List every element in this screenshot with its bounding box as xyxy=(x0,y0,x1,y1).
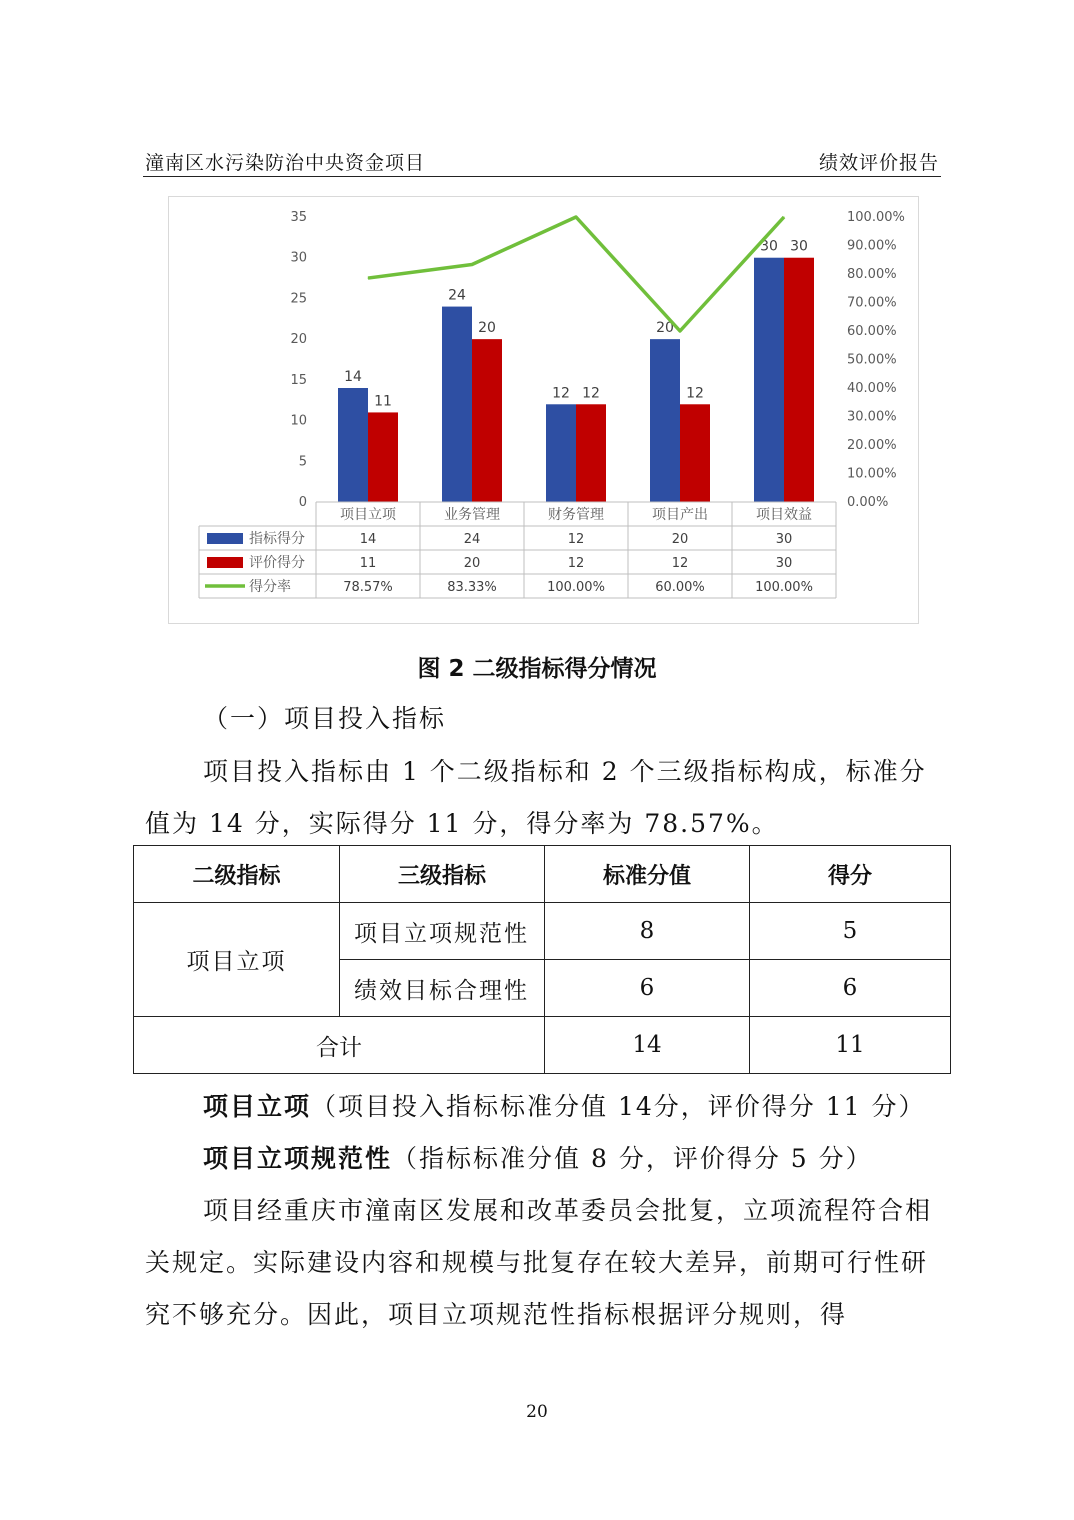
indicator-name: 项目立项规范性 xyxy=(340,903,545,960)
bar-data-label: 30 xyxy=(790,238,808,255)
table-cell-value: 20 xyxy=(671,532,689,547)
group-cell: 项目立项 xyxy=(134,903,340,1017)
bar xyxy=(650,339,680,502)
y-tick-label: 25 xyxy=(290,291,307,307)
bar xyxy=(680,404,710,502)
y-tick-label: 10 xyxy=(290,413,307,429)
col-header: 三级指标 xyxy=(340,846,545,903)
indicator-table xyxy=(133,845,951,1074)
paragraph-1 xyxy=(145,1081,941,1133)
x-tick-label: 项目产出 xyxy=(652,507,708,523)
line-point xyxy=(680,331,681,332)
col-header: 二级指标 xyxy=(134,846,340,903)
bar-data-label: 20 xyxy=(656,320,674,337)
bar-data-label: 14 xyxy=(344,369,362,385)
table-cell-value: 100.00% xyxy=(755,580,813,595)
y-tick-label: 0 xyxy=(298,495,307,510)
x-tick-label: 项目效益 xyxy=(756,507,812,523)
line-point xyxy=(784,217,785,218)
paragraph-3: 项目经重庆市潼南区发展和改革委员会批复，立项流程符合相关规定。实际建设内容和规模与批复存在较大差异，前期可行性研究不够充分。因此，项目立项规范性指标根据评分规则，得 xyxy=(145,1196,933,1329)
table-cell-value: 24 xyxy=(463,532,481,547)
paragraph-1-heading: 项目立项 xyxy=(203,1092,312,1121)
bar xyxy=(338,388,368,502)
table-row xyxy=(134,903,951,960)
line-point xyxy=(368,278,369,279)
indicator-name: 绩效目标合理性 xyxy=(340,960,545,1017)
std-value: 6 xyxy=(545,960,750,1017)
table-cell-value: 60.00% xyxy=(655,580,705,595)
series-line xyxy=(368,217,784,331)
score-chart xyxy=(169,197,918,623)
col-header: 标准分值 xyxy=(545,846,750,903)
y-tick-label: 30 xyxy=(290,250,307,266)
bar-data-label: 11 xyxy=(374,393,392,410)
line-point xyxy=(576,217,577,218)
y2-tick-label: 30.00% xyxy=(847,409,897,425)
table-header-row xyxy=(134,846,951,903)
y-tick-label: 35 xyxy=(290,210,307,225)
bar xyxy=(472,339,502,502)
legend-label: 评价得分 xyxy=(249,555,305,571)
bar xyxy=(442,307,472,502)
paragraph-2-heading: 项目立项规范性 xyxy=(203,1144,393,1173)
y2-tick-label: 90.00% xyxy=(847,238,897,254)
y-tick-label: 5 xyxy=(298,454,307,470)
total-std: 14 xyxy=(545,1017,750,1074)
y-tick-label: 15 xyxy=(290,372,307,388)
bar xyxy=(754,258,784,502)
intro-paragraph: 项目投入指标由 1 个二级指标和 2 个三级指标构成，标准分值为 14 分，实际得分 11 分，得分率为 78.57%。 xyxy=(145,757,927,838)
figure-caption: 图 2 二级指标得分情况 xyxy=(417,656,657,682)
x-tick-label: 财务管理 xyxy=(548,507,604,523)
paragraph-2 xyxy=(145,1133,941,1185)
bar xyxy=(784,258,814,502)
page-header xyxy=(143,146,941,177)
header-left: 潼南区水污染防治中央资金项目 xyxy=(145,152,426,174)
y2-tick-label: 50.00% xyxy=(847,352,897,368)
col-header: 得分 xyxy=(750,846,951,903)
y2-tick-label: 80.00% xyxy=(847,267,897,282)
bar xyxy=(576,404,606,502)
table-cell-value: 30 xyxy=(775,556,793,571)
table-cell-value: 78.57% xyxy=(343,580,393,595)
header-right: 绩效评价报告 xyxy=(818,152,939,174)
legend-key xyxy=(207,557,243,568)
bar-data-label: 12 xyxy=(582,385,600,402)
table-cell-value: 83.33% xyxy=(447,580,497,595)
score-value: 5 xyxy=(750,903,951,960)
bar-data-label: 12 xyxy=(552,385,570,402)
score-value: 6 xyxy=(750,960,951,1017)
y2-tick-label: 100.00% xyxy=(847,210,905,225)
total-score: 11 xyxy=(750,1017,951,1074)
y2-tick-label: 20.00% xyxy=(847,438,897,453)
section-title: （一）项目投入指标 xyxy=(203,704,447,733)
legend-key xyxy=(207,533,243,544)
bar-data-label: 20 xyxy=(478,320,496,337)
bar-data-label: 30 xyxy=(760,238,778,255)
x-tick-label: 业务管理 xyxy=(444,507,500,523)
paragraph-2-text: （指标标准分值 8 分，评价得分 5 分） xyxy=(392,1144,873,1173)
table-cell-value: 11 xyxy=(359,556,377,571)
y2-tick-label: 40.00% xyxy=(847,381,897,396)
y2-tick-label: 10.00% xyxy=(847,466,897,482)
y2-tick-label: 60.00% xyxy=(847,324,897,339)
std-value: 8 xyxy=(545,903,750,960)
bar xyxy=(368,412,398,502)
table-cell-value: 12 xyxy=(671,556,689,571)
legend-label: 得分率 xyxy=(249,579,291,595)
y2-tick-label: 0.00% xyxy=(847,495,889,510)
paragraph-1-text: （项目投入指标标准分值 14分，评价得分 11 分） xyxy=(311,1092,926,1121)
bar xyxy=(546,404,576,502)
table-cell-value: 100.00% xyxy=(547,580,605,595)
table-cell-value: 30 xyxy=(775,532,793,547)
table-cell-value: 12 xyxy=(567,556,585,571)
x-tick-label: 项目立项 xyxy=(340,507,396,523)
bar-data-label: 12 xyxy=(686,385,704,402)
chart-frame xyxy=(168,196,919,624)
legend-label: 指标得分 xyxy=(249,531,305,547)
line-point xyxy=(472,264,473,265)
table-total-row xyxy=(134,1017,951,1074)
bar-data-label: 24 xyxy=(448,287,466,304)
page-number: 20 xyxy=(526,1402,548,1422)
y2-tick-label: 70.00% xyxy=(847,295,897,311)
total-label: 合计 xyxy=(134,1017,545,1074)
table-cell-value: 12 xyxy=(567,532,585,547)
y-tick-label: 20 xyxy=(290,332,307,348)
table-cell-value: 20 xyxy=(463,556,481,571)
table-cell-value: 14 xyxy=(359,532,377,547)
